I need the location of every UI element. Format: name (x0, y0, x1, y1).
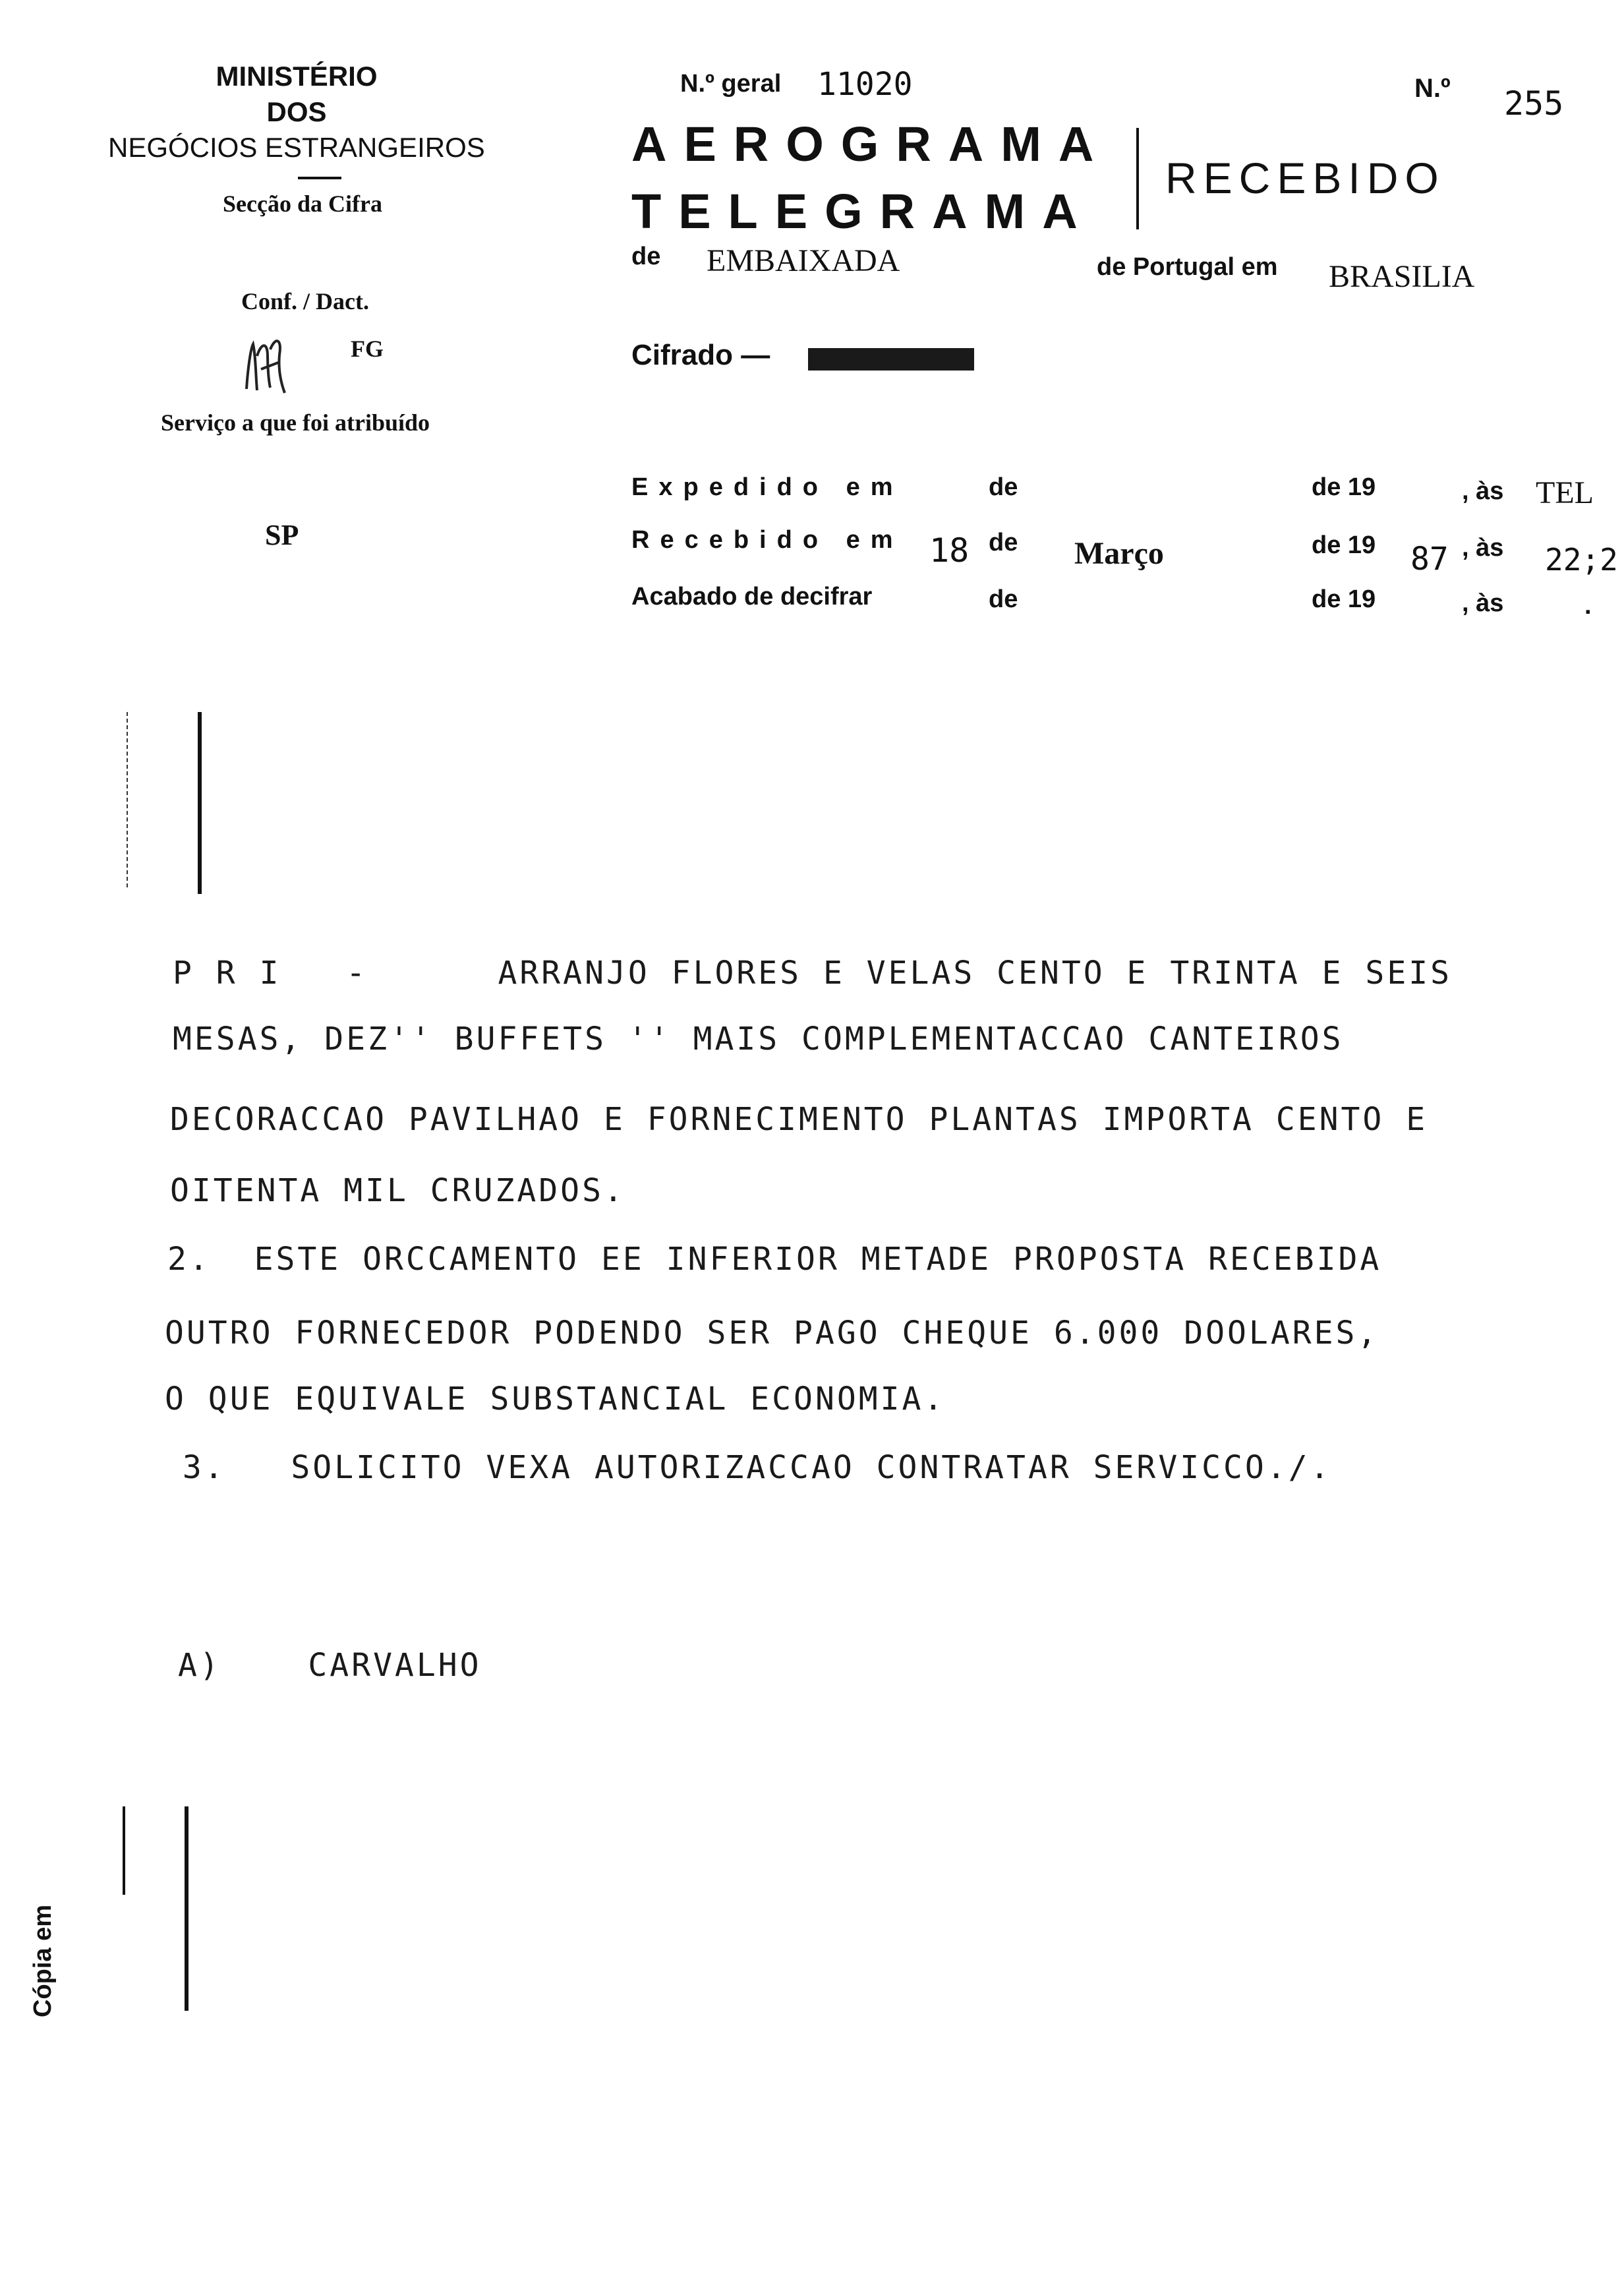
decifrar-de1: de (989, 585, 1018, 613)
body-line-5: 2. ESTE ORCCAMENTO EE INFERIOR METADE PROPOSTA RECEBIDA (167, 1241, 1382, 1278)
decifrar-de2: de 19 (1312, 585, 1376, 613)
recebido-month: Março (1074, 536, 1164, 571)
body-line-8: 3. SOLICITO VEXA AUTORIZACCAO CONTRATAR SERVICCO./. (161, 1449, 1332, 1486)
handwritten-initials-signature (241, 330, 301, 402)
ministry-line-2: DOS (266, 96, 327, 127)
cifrado-redaction (808, 348, 974, 371)
type-telegrama: TELEGRAMA (631, 184, 1095, 239)
copia-underline (123, 1806, 125, 1895)
section-cifra: Secção da Cifra (223, 191, 382, 217)
de-value: EMBAIXADA (707, 243, 900, 278)
decifrar-as: , às (1462, 589, 1504, 617)
body-line-6: OUTRO FORNECEDOR PODENDO SER PAGO CHEQUE 6.000 DOOLARES, (165, 1315, 1379, 1352)
decifrar-time: . (1584, 592, 1592, 620)
numero-label: N.º (1414, 74, 1451, 103)
type-aerograma: AEROGRAMA (631, 117, 1111, 171)
de-label: de (631, 243, 661, 270)
recebido-day: 18 (929, 531, 970, 570)
expedido-de1: de (989, 473, 1018, 501)
conf-dact-label: Conf. / Dact. (241, 288, 369, 314)
status-recebido: RECEBIDO (1165, 154, 1445, 202)
copia-label: Cópia em (29, 1904, 57, 2017)
conf-initials: FG (351, 336, 384, 362)
decifrar-label: Acabado de decifrar (631, 583, 873, 610)
type-divider (1136, 128, 1139, 229)
ministry-underline (298, 177, 341, 179)
cifrado-label: Cifrado — (631, 339, 770, 371)
service-label: Serviço a que foi atribuído (161, 409, 430, 436)
signature: A) CARVALHO (178, 1647, 482, 1684)
expedido-time: TEL (1536, 475, 1594, 510)
recebido-time: 22;2 (1545, 542, 1618, 578)
body-line-1: P R I - ARRANJO FLORES E VELAS CENTO E TRINTA E SEIS (173, 955, 1453, 992)
recebido-de1: de (989, 529, 1018, 556)
body-line-3: DECORACCAO PAVILHAO E FORNECIMENTO PLANTAS IMPORTA CENTO E (170, 1101, 1428, 1138)
recebido-label: Recebido em (631, 526, 904, 554)
destination: BRASILIA (1329, 259, 1475, 294)
numero-geral-value: 11020 (817, 66, 913, 103)
numero-value: 255 (1504, 84, 1564, 123)
service-value: SP (265, 519, 299, 551)
margin-line-top (198, 712, 202, 894)
body-line-2: MESAS, DEZ'' BUFFETS '' MAIS COMPLEMENTACCAO CANTEIROS (173, 1021, 1344, 1057)
recebido-de2: de 19 (1312, 531, 1376, 559)
expedido-label: Expedido em (631, 473, 904, 501)
body-line-4: OITENTA MIL CRUZADOS. (170, 1172, 625, 1209)
margin-line-bottom (185, 1806, 188, 2011)
margin-dotted-line (127, 712, 128, 890)
expedido-as: , às (1462, 477, 1504, 505)
body-line-7: O QUE EQUIVALE SUBSTANCIAL ECONOMIA. (165, 1381, 946, 1417)
recebido-as: , às (1462, 534, 1504, 562)
expedido-de2: de 19 (1312, 473, 1376, 501)
de-portugal-label: de Portugal em (1097, 253, 1278, 281)
ministry-line-1: MINISTÉRIO (216, 61, 378, 92)
ministry-line-3: NEGÓCIOS ESTRANGEIROS (108, 132, 485, 163)
numero-geral-label: N.º geral (680, 70, 782, 98)
recebido-year: 87 (1410, 541, 1449, 578)
